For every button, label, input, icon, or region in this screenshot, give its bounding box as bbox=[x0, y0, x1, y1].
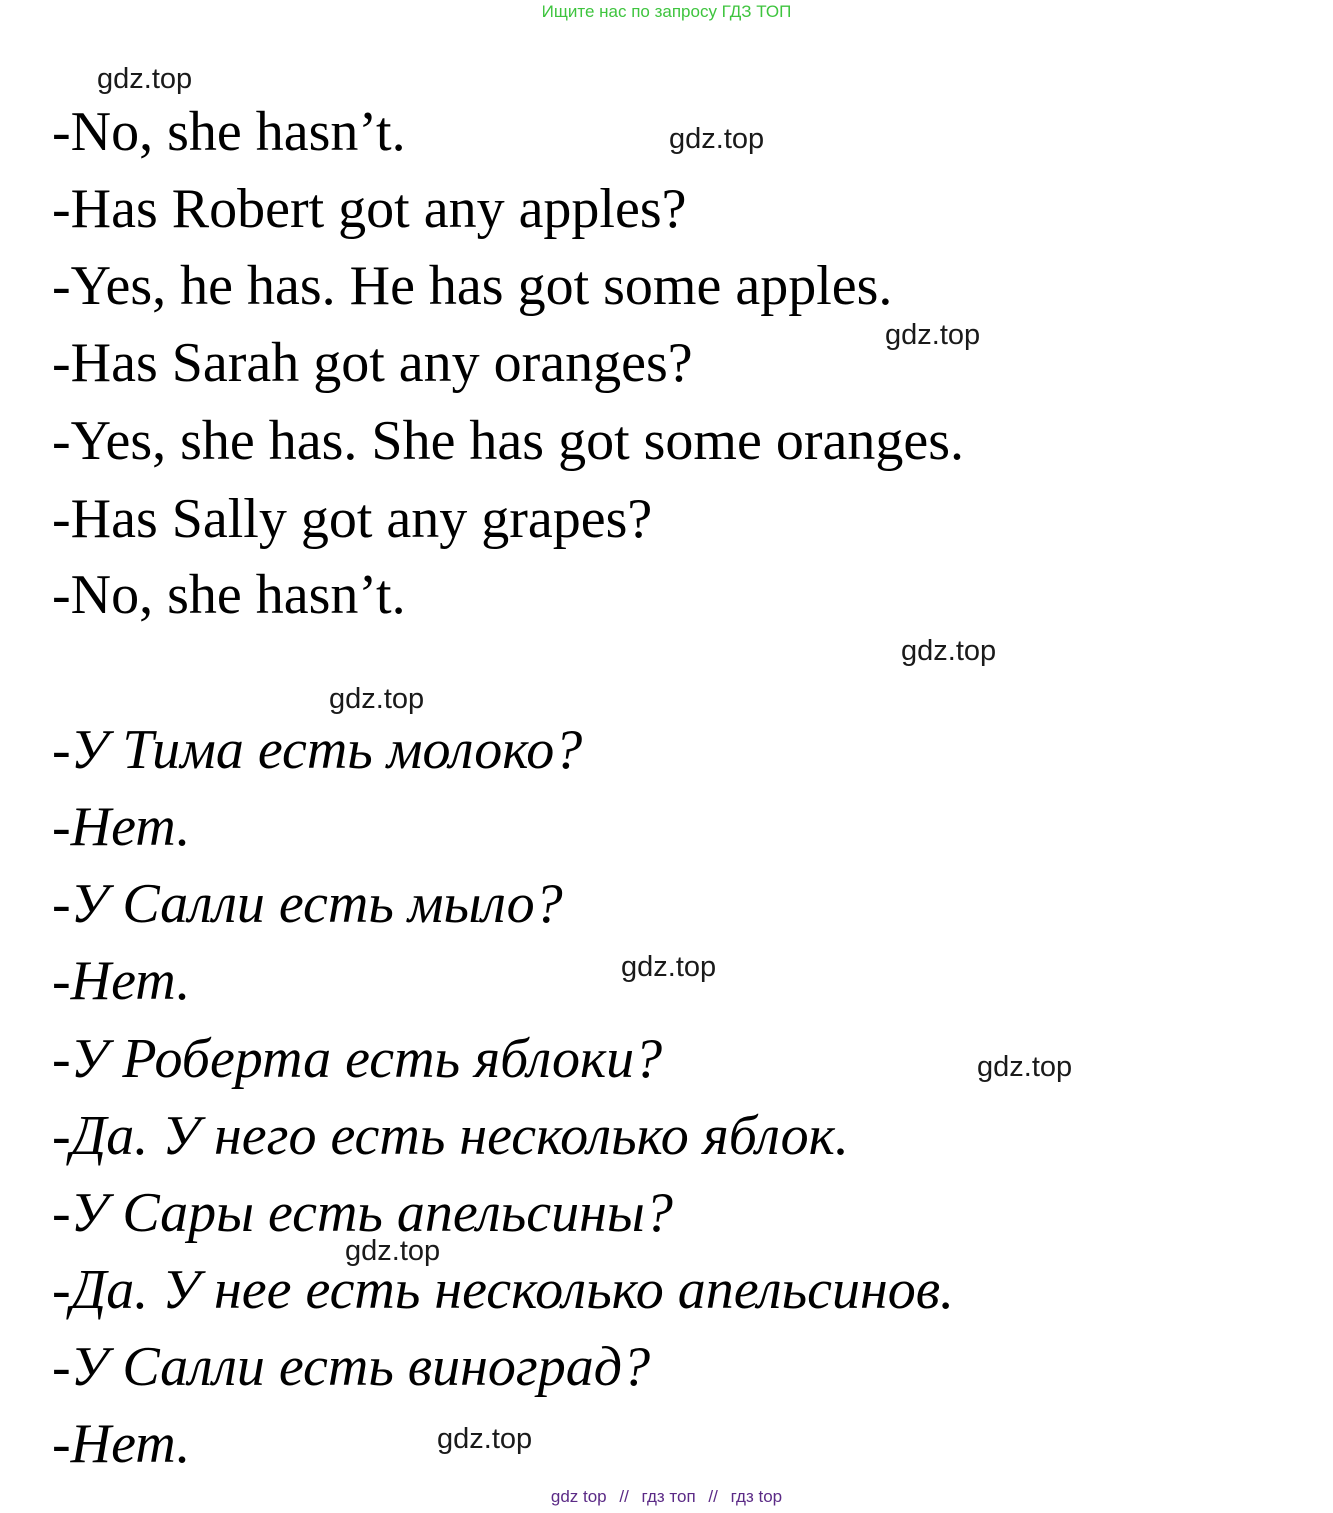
russian-line-3: -У Салли есть мыло? bbox=[52, 873, 563, 935]
footer-link[interactable]: гдз топ bbox=[641, 1487, 696, 1506]
footer-separator: // bbox=[708, 1487, 718, 1506]
russian-line-10: -Нет. bbox=[52, 1413, 191, 1475]
english-line-6: -Has Sally got any grapes? bbox=[52, 488, 653, 550]
english-line-4: -Has Sarah got any oranges? bbox=[52, 332, 693, 394]
russian-line-4: -Нет. bbox=[52, 950, 191, 1012]
footer-link[interactable]: гдз top bbox=[730, 1487, 783, 1506]
search-banner: Ищите нас по запросу ГДЗ ТОП bbox=[541, 2, 792, 21]
russian-line-1: -У Тима есть молоко? bbox=[52, 719, 583, 781]
russian-line-7: -У Сары есть апельсины? bbox=[52, 1182, 673, 1244]
watermark: gdz.top bbox=[885, 319, 981, 351]
watermark: gdz.top bbox=[977, 1051, 1073, 1083]
russian-line-9: -У Салли есть виноград? bbox=[52, 1336, 651, 1398]
watermark: gdz.top bbox=[437, 1423, 533, 1455]
watermark: gdz.top bbox=[669, 123, 765, 155]
watermark: gdz.top bbox=[901, 635, 997, 667]
english-line-2: -Has Robert got any apples? bbox=[52, 178, 687, 240]
english-line-5: -Yes, she has. She has got some oranges. bbox=[52, 410, 964, 472]
russian-line-2: -Нет. bbox=[52, 796, 191, 858]
russian-line-6: -Да. У него есть несколько яблок. bbox=[52, 1105, 849, 1167]
watermark: gdz.top bbox=[345, 1235, 441, 1267]
footer-separator: // bbox=[619, 1487, 629, 1506]
footer-links bbox=[0, 1485, 1333, 1509]
english-line-7: -No, she hasn’t. bbox=[52, 564, 406, 626]
russian-line-5: -У Роберта есть яблоки? bbox=[52, 1028, 663, 1090]
english-line-3: -Yes, he has. He has got some apples. bbox=[52, 255, 893, 317]
watermark: gdz.top bbox=[621, 951, 717, 983]
footer-link[interactable]: gdz top bbox=[550, 1487, 607, 1506]
english-line-1: -No, she hasn’t. bbox=[52, 101, 406, 163]
watermark: gdz.top bbox=[97, 63, 193, 95]
watermark: gdz.top bbox=[329, 683, 425, 715]
russian-line-8: -Да. У нее есть несколько апельсинов. bbox=[52, 1259, 955, 1321]
